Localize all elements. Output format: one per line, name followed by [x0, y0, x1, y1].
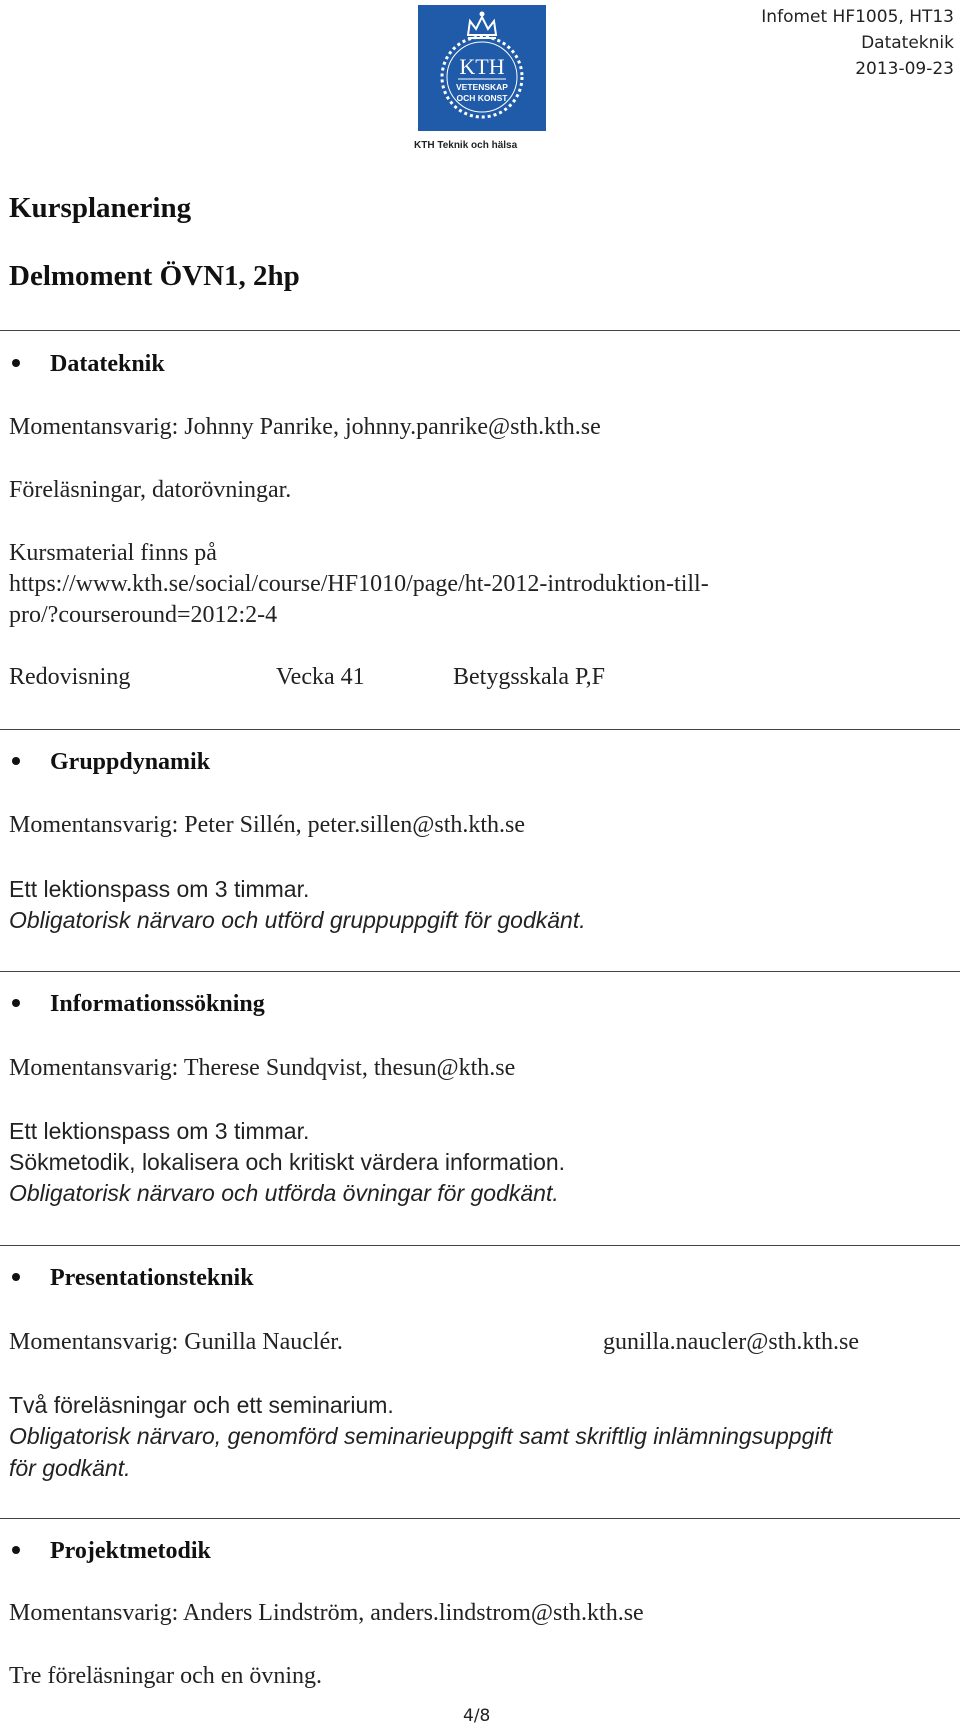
section-heading-projektmetodik: Projektmetodik — [10, 1538, 211, 1565]
svg-text:VETENSKAP: VETENSKAP — [456, 82, 508, 92]
material-link-cont[interactable]: pro/?courseround=2012:2-4 — [9, 602, 278, 628]
desc-informationssokning: Ett lektionspass om 3 timmar. — [9, 1118, 310, 1144]
desc2-informationssokning: Sökmetodik, lokalisera och kritiskt värdera information. — [9, 1149, 566, 1175]
req-gruppdynamik: Obligatorisk närvaro och utförd gruppuppgift för godkänt. — [9, 907, 586, 933]
section-divider — [0, 1245, 960, 1246]
svg-text:OCH KONST: OCH KONST — [456, 93, 508, 103]
req-informationssokning: Obligatorisk närvaro och utförda övningar för godkänt. — [9, 1180, 559, 1206]
responsible-gruppdynamik: Momentansvarig: Peter Sillén, peter.sillen@sth.kth.se — [9, 812, 526, 838]
material-line-1: Kursmaterial finns på — [9, 540, 217, 566]
page-number: 4/8 — [463, 1706, 491, 1726]
header-course: Infomet HF1005, HT13 — [761, 7, 954, 27]
page-subtitle: Delmoment ÖVN1, 2hp — [9, 260, 300, 292]
bullet-icon — [12, 1546, 20, 1554]
section-heading-informationssokning: Informationssökning — [10, 991, 265, 1018]
responsible-datateknik: Momentansvarig: Johnny Panrike, johnny.panrike@sth.kth.se — [9, 414, 601, 440]
desc-gruppdynamik: Ett lektionspass om 3 timmar. — [9, 876, 310, 902]
page-title: Kursplanering — [9, 192, 192, 224]
logo-tagline: KTH Teknik och hälsa — [414, 140, 518, 151]
section-divider — [0, 971, 960, 972]
report-label: Redovisning — [9, 664, 131, 690]
kth-seal-icon — [418, 5, 546, 131]
email-presentationsteknik[interactable]: gunilla.naucler@sth.kth.se — [603, 1329, 860, 1355]
section-heading-datateknik: Datateknik — [10, 351, 165, 378]
bullet-icon — [12, 1273, 20, 1281]
logo-text: KTH — [459, 54, 505, 79]
section-heading-presentationsteknik: Presentationsteknik — [10, 1265, 254, 1292]
responsible-informationssokning: Momentansvarig: Therese Sundqvist, thesun@kth.se — [9, 1055, 516, 1081]
section-heading-gruppdynamik: Gruppdynamik — [10, 749, 210, 776]
report-week: Vecka 41 — [276, 664, 365, 690]
bullet-icon — [12, 757, 20, 765]
req-presentationsteknik-cont: för godkänt. — [9, 1455, 131, 1481]
section-divider — [0, 729, 960, 730]
document-header — [761, 4, 954, 82]
header-date: 2013-09-23 — [855, 59, 954, 79]
section-divider — [0, 1518, 960, 1519]
bullet-icon — [12, 359, 20, 367]
responsible-projektmetodik: Momentansvarig: Anders Lindström, anders.lindstrom@sth.kth.se — [9, 1600, 644, 1626]
kth-logo — [418, 5, 546, 131]
type-datateknik: Föreläsningar, datorövningar. — [9, 477, 292, 503]
desc-projektmetodik: Tre föreläsningar och en övning. — [9, 1663, 323, 1689]
bullet-icon — [12, 999, 20, 1007]
req-presentationsteknik: Obligatorisk närvaro, genomförd seminarieuppgift samt skriftlig inlämningsuppgift — [9, 1423, 833, 1449]
desc-presentationsteknik: Två föreläsningar och ett seminarium. — [9, 1392, 394, 1418]
material-link[interactable]: https://www.kth.se/social/course/HF1010/page/ht-2012-introduktion-till- — [9, 571, 709, 597]
header-program: Datateknik — [861, 33, 954, 53]
section-divider — [0, 330, 960, 331]
responsible-presentationsteknik: Momentansvarig: Gunilla Nauclér. — [9, 1329, 343, 1355]
report-scale: Betygsskala P,F — [453, 664, 606, 690]
